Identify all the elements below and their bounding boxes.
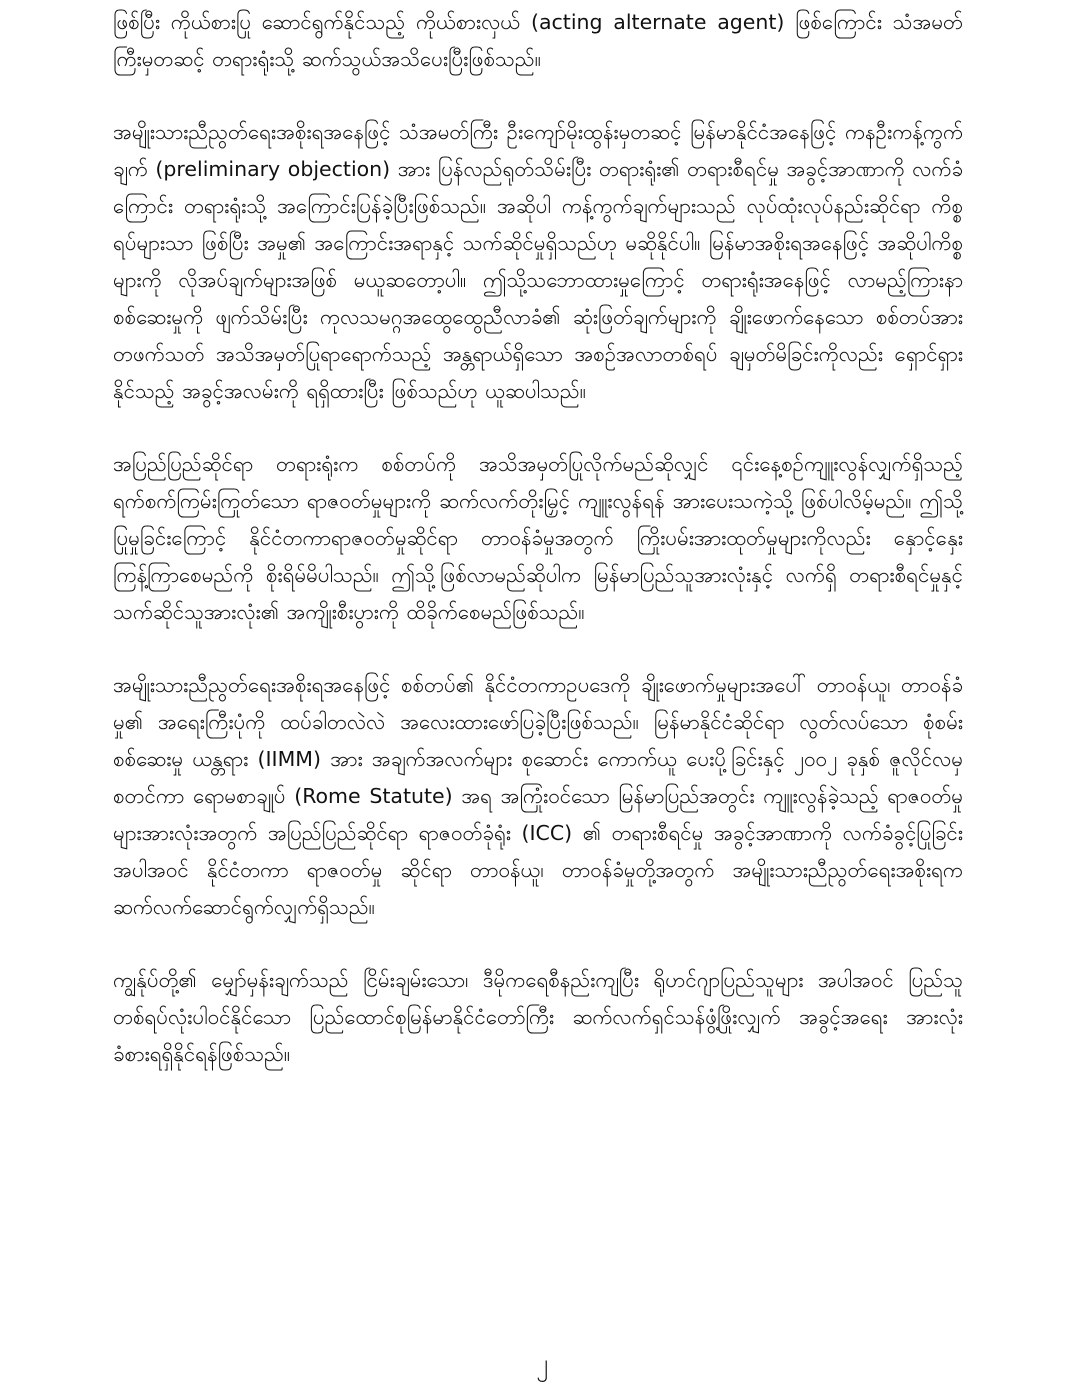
document-body [113, 0, 963, 1109]
paragraph-1: ဖြစ်ပြီး ကိုယ်စားပြု ဆောင်ရွက်နိုင်သည့် ကိုယ်စားလှယ် (acting alternate agent) ဖြစ်ကြောင်း သံအမတ်ကြီးမှတဆင့် တရားရုံးသို့ ဆက်သွယ်အသိပေးပြီးဖြစ်သည်။ [113, 10, 963, 71]
paragraph-2: အမျိုးသားညီညွတ်ရေးအစိုးရအနေဖြင့် သံအမတ်ကြီး ဦးကျော်မိုးထွန်းမှတဆင့် မြန်မာနိုင်ငံအနေဖြင့် ကနဦးကန့်ကွက်ချက် (preliminary objection) အား ပြန်လည်ရုတ်သိမ်းပြီး တရားရုံး၏ တရားစီရင်မှု အခွင့်အာဏာကို လက်ခံကြောင်း တရားရုံးသို့ အကြောင်းပြန်ခဲ့ပြီးဖြစ်သည်။ အဆိုပါ ကန့်ကွက်ချက်များသည် လုပ်ထုံးလုပ်နည်းဆိုင်ရာ ကိစ္စရပ်များသာ ဖြစ်ပြီး အမှု၏ အကြောင်းအရာနှင့် သက်ဆိုင်မှုရှိသည်ဟု မဆိုနိုင်ပါ။ မြန်မာအစိုးရအနေဖြင့် အဆိုပါကိစ္စများကို လိုအပ်ချက်များအဖြစ် မယူဆတော့ပါ။ ဤသို့သဘောထားမှုကြောင့် တရားရုံးအနေဖြင့် လာမည့်ကြားနာစစ်ဆေးမှုကို ဖျက်သိမ်းပြီး ကုလသမဂ္ဂအထွေထွေညီလာခံ၏ ဆုံးဖြတ်ချက်များကို ချိုးဖောက်နေသော စစ်တပ်အား တဖက်သတ် အသိအမှတ်ပြုရာရောက်သည့် အန္တရာယ်ရှိသော အစဉ်အလာတစ်ရပ် ချမှတ်မိခြင်းကိုလည်း ရှောင်ရှားနိုင်သည့် အခွင့်အလမ်းကို ရရှိထားပြီး ဖြစ်သည်ဟု ယူဆပါသည်။ [113, 120, 963, 403]
paragraph-4: အမျိုးသားညီညွတ်ရေးအစိုးရအနေဖြင့် စစ်တပ်၏ နိုင်ငံတကာဥပဒေကို ချိုးဖောက်မှုများအပေါ် တာဝန်ယူ၊ တာဝန်ခံမှု၏ အရေးကြီးပုံကို ထပ်ခါတလဲလဲ အလေးထားဖော်ပြခဲ့ပြီးဖြစ်သည်။ မြန်မာနိုင်ငံဆိုင်ရာ လွတ်လပ်သော စုံစမ်းစစ်ဆေးမှု ယန္တရား (IIMM) အား အချက်အလက်များ စုဆောင်း ကောက်ယူ ပေးပို့ခြင်းနှင့် ၂၀၀၂ ခုနှစ် ဇူလိုင်လမှ စတင်ကာ ရောမစာချုပ် (Rome Statute) အရ အကြုံးဝင်သော မြန်မာပြည်အတွင်း ကျူးလွန်ခဲ့သည့် ရာဇဝတ်မှုများအားလုံးအတွက် အပြည်ပြည်ဆိုင်ရာ ရာဇဝတ်ခုံရုံး (ICC) ၏ တရားစီရင်မှု အခွင့်အာဏာကို လက်ခံခွင့်ပြုခြင်း အပါအဝင် နိုင်ငံတကာ ရာဇဝတ်မှု ဆိုင်ရာ တာဝန်ယူ၊ တာဝန်ခံမှုတို့အတွက် အမျိုးသားညီညွတ်ရေးအစိုးရက ဆက်လက်ဆောင်ရွက်လျှက်ရှိသည်။ [113, 673, 963, 919]
paragraph-3: အပြည်ပြည်ဆိုင်ရာ တရားရုံးက စစ်တပ်ကို အသိအမှတ်ပြုလိုက်မည်ဆိုလျှင် ၎င်းနေ့စဉ်ကျူးလွန်လျှက်ရှိသည့် ရက်စက်ကြမ်းကြုတ်သော ရာဇဝတ်မှုများကို ဆက်လက်တိုးမြှင့် ကျူးလွန်ရန် အားပေးသကဲ့သို့ ဖြစ်ပါလိမ့်မည်။ ဤသို့ပြုမှုခြင်းကြောင့် နိုင်ငံတကာရာဇဝတ်မှုဆိုင်ရာ တာဝန်ခံမှုအတွက် ကြိုးပမ်းအားထုတ်မှုများကိုလည်း နှောင့်နှေးကြန့်ကြာစေမည်ကို စိုးရိမ်မိပါသည်။ ဤသို့ဖြစ်လာမည်ဆိုပါက မြန်မာပြည်သူအားလုံးနှင့် လက်ရှိ တရားစီရင်မှုနှင့် သက်ဆိုင်သူအားလုံး၏ အကျိုးစီးပွားကို ထိခိုက်စေမည်ဖြစ်သည်။ [113, 452, 963, 624]
page-number: ၂ [536, 1349, 548, 1377]
paragraph-5: ကျွန်ုပ်တို့၏ မျှော်မှန်းချက်သည် ငြိမ်းချမ်းသော၊ ဒီမိုကရေစီနည်းကျပြီး ရိုဟင်ဂျာပြည်သူများ အပါအဝင် ပြည်သူတစ်ရပ်လုံးပါဝင်နိုင်သော ပြည်ထောင်စုမြန်မာနိုင်ငံတော်ကြီး ဆက်လက်ရှင်သန်ဖွံ့ဖြိုးလျှက် အခွင့်အရေး အားလုံး ခံစားရရှိနိုင်ရန်ဖြစ်သည်။ [113, 968, 963, 1066]
